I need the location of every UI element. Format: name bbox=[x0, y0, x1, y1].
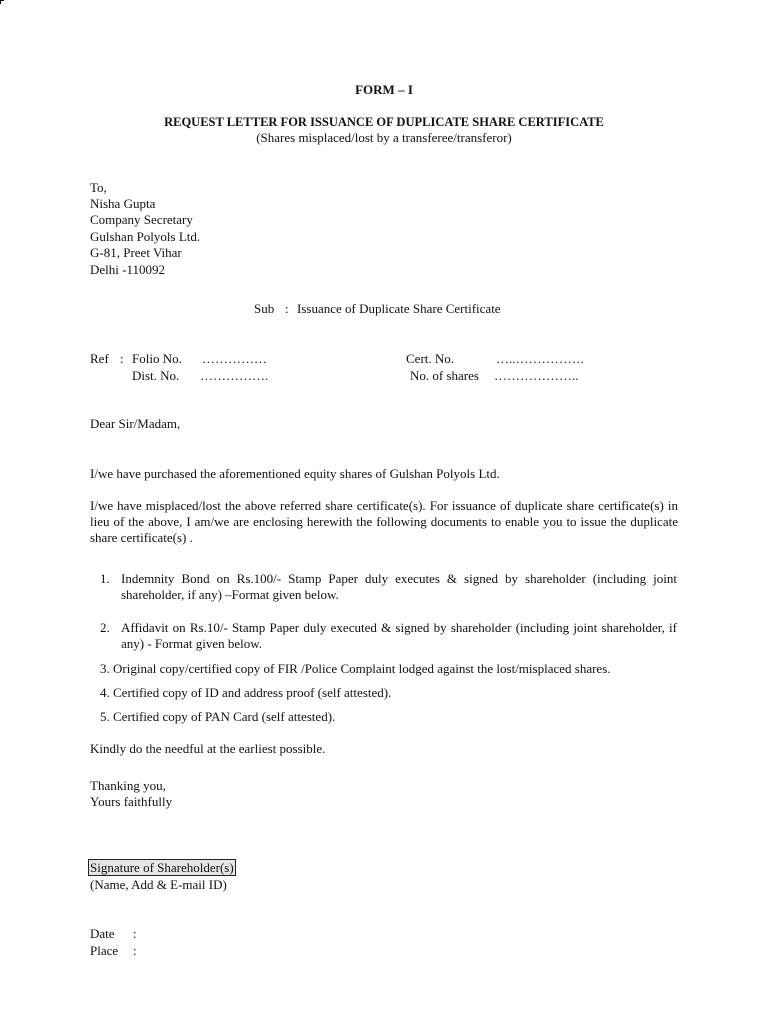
ref-separator: : bbox=[120, 351, 124, 366]
list-item: Affidavit on Rs.10/- Stamp Paper duly executed & signed by shareholder (including joint shareholder, if any) - Format given below. bbox=[121, 620, 677, 651]
date-separator: : bbox=[133, 926, 137, 941]
list-item-number: 3. bbox=[100, 661, 110, 676]
address-line: Gulshan Polyols Ltd. bbox=[90, 229, 201, 244]
body-paragraph-1: I/we have purchased the aforementioned equity shares of Gulshan Polyols Ltd. bbox=[90, 466, 500, 481]
form-heading: REQUEST LETTER FOR ISSUANCE OF DUPLICATE SHARE CERTIFICATE bbox=[164, 115, 604, 129]
list-item-number: 4. bbox=[100, 685, 110, 700]
list-item-number: 2. bbox=[100, 620, 110, 635]
address-line: Company Secretary bbox=[90, 212, 193, 227]
page-corner-mark bbox=[0, 0, 4, 4]
place-label: Place bbox=[90, 943, 119, 958]
address-line: G-81, Preet Vihar bbox=[90, 245, 182, 260]
subject-text: Issuance of Duplicate Share Certificate bbox=[297, 301, 501, 316]
signature-label bbox=[88, 860, 236, 876]
body-paragraph-2: I/we have misplaced/lost the above referred share certificate(s). For issuance of duplicate share certificate(s) in lieu of the above, I am/we are enclosing herewith the following documents to enable you to issue the duplicate share certificate(s) . bbox=[90, 498, 678, 545]
list-item-number: 1. bbox=[100, 571, 110, 586]
list-item-text: Certified copy of ID and address proof (self attested). bbox=[113, 685, 392, 700]
signature-details: (Name, Add & E-mail ID) bbox=[90, 877, 227, 892]
form-title: FORM – I bbox=[355, 82, 413, 97]
closing-request: Kindly do the needful at the earliest possible. bbox=[90, 741, 326, 756]
list-item bbox=[100, 661, 611, 677]
folio-label: Folio No. bbox=[132, 351, 182, 366]
subject-separator: : bbox=[285, 301, 289, 316]
address-line: To, bbox=[90, 180, 107, 195]
dist-value: ……………. bbox=[200, 368, 269, 383]
list-item-text: Certified copy of PAN Card (self attested). bbox=[113, 709, 336, 724]
ref-label: Ref bbox=[90, 351, 109, 366]
salutation: Dear Sir/Madam, bbox=[90, 416, 181, 431]
address-line: Nisha Gupta bbox=[90, 196, 156, 211]
folio-value: …………… bbox=[202, 351, 267, 366]
place-separator: : bbox=[133, 943, 137, 958]
list-item bbox=[100, 685, 391, 701]
cert-value: …..……………. bbox=[496, 351, 584, 366]
shares-label: No. of shares bbox=[410, 368, 479, 383]
subject-label: Sub bbox=[254, 301, 275, 316]
dist-label: Dist. No. bbox=[132, 368, 180, 383]
address-line: Delhi -110092 bbox=[90, 262, 165, 277]
date-label: Date bbox=[90, 926, 115, 941]
list-item: Indemnity Bond on Rs.100/- Stamp Paper duly executes & signed by shareholder (including joint shareholder, if any) –Format given below. bbox=[121, 571, 677, 602]
shares-value: ……………….. bbox=[494, 368, 579, 383]
signature-label-box: Signature of Shareholder(s) bbox=[90, 860, 234, 875]
list-item bbox=[100, 709, 335, 725]
list-item-text: Original copy/certified copy of FIR /Police Complaint lodged against the lost/misplaced shares. bbox=[113, 661, 611, 676]
closing-yours: Yours faithfully bbox=[90, 794, 173, 809]
closing-thanks: Thanking you, bbox=[90, 778, 166, 793]
list-item-number: 5. bbox=[100, 709, 110, 724]
form-subheading: (Shares misplaced/lost by a transferee/transferor) bbox=[256, 130, 512, 145]
cert-label: Cert. No. bbox=[406, 351, 455, 366]
